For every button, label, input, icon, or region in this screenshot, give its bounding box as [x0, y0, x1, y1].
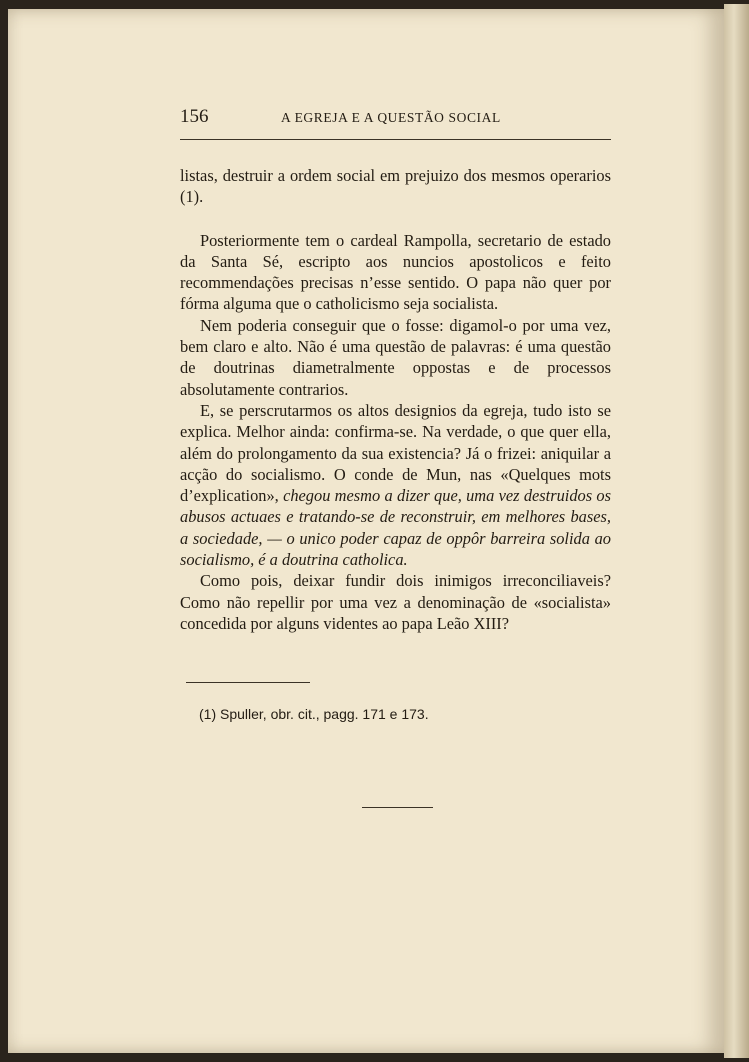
paragraph-3: Nem poderia conseguir que o fosse: digamol-o por uma vez, bem claro e alto. Não é uma questão de palavras: é uma questão de doutrinas diametralmente oppostas e de processos absolutamente contrarios.: [180, 315, 611, 399]
paragraph-1: listas, destruir a ordem social em prejuizo dos mesmos operarios (1).: [180, 166, 611, 207]
page-header: [180, 106, 611, 136]
page-edge: [724, 4, 749, 1058]
footnote-rule: [186, 682, 310, 683]
header-rule: [180, 139, 611, 140]
paragraph-5: Como pois, deixar fundir dois inimigos irreconciliaveis? Como não repellir por uma vez a denominação de «socialista» concedida por alguns videntes ao papa Leão XIII?: [180, 571, 611, 633]
body-text: [180, 165, 611, 634]
paragraph-2: Posteriormente tem o cardeal Rampolla, secretario de estado da Santa Sé, escripto aos nuncios apostolicos e feito recommendações precisas n’esse sentido. O papa não quer por fórma alguma que o catholicismo seja socialista.: [180, 230, 611, 314]
paragraph-4: [180, 400, 611, 570]
running-title: A EGREJA E A QUESTÃO SOCIAL: [281, 110, 501, 125]
paragraph-4-italic: chegou mesmo a dizer que, uma vez destruidos os abusos actuaes e tratando-se de reconstruir, em melhores bases, a sociedade, — o unico poder capaz de oppôr barreira solida ao socialismo, é a doutrina catholica.: [180, 486, 611, 570]
page-number: 156: [180, 106, 209, 127]
footnote: (1) Spuller, obr. cit., pagg. 171 e 173.: [199, 706, 429, 722]
paragraph-4-text: E, se perscrutarmos os altos designios da egreja, tudo isto se explica. Melhor ainda: confirma-se. Na verdade, o que quer ella, além do prolongamento da sua existencia? Já o frizei: aniquilar a acção do socialismo. O conde de Mun, nas «Quelques mots d’explication»,: [180, 400, 611, 506]
end-rule: [362, 807, 433, 808]
